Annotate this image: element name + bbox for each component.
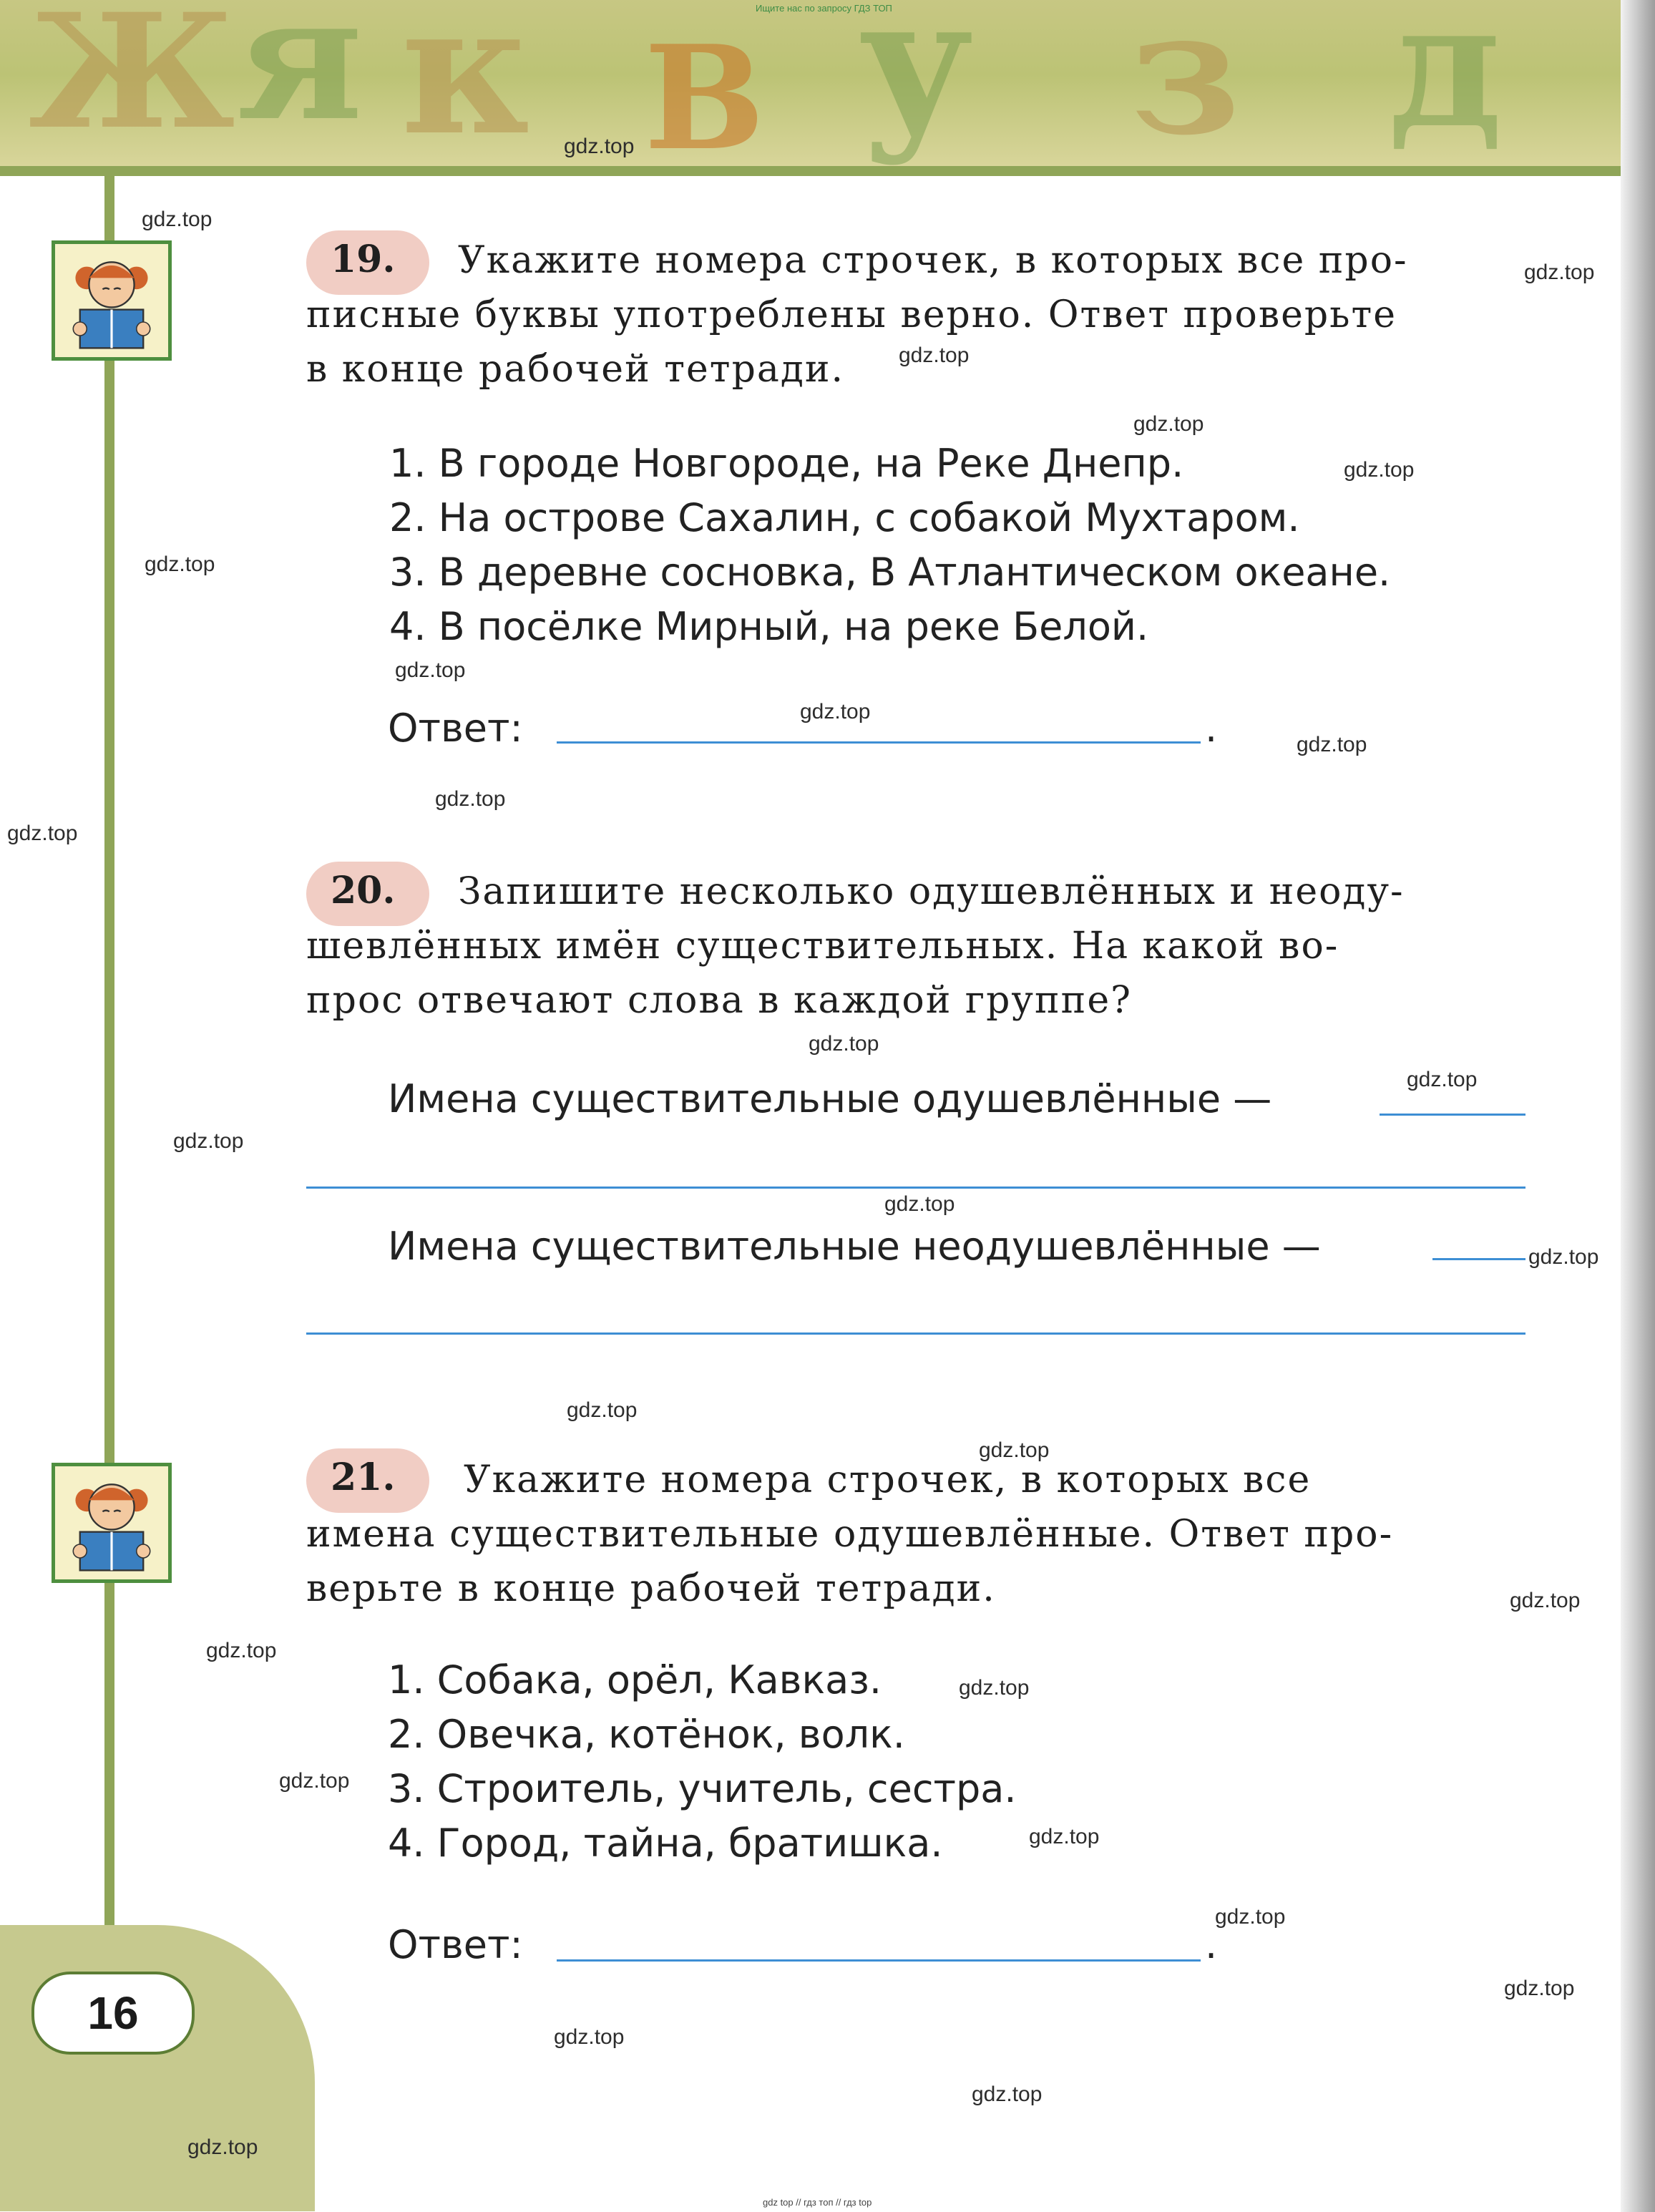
- watermark: gdz.top: [1510, 1589, 1581, 1612]
- task-19-option: 3. В деревне сосновка, В Атлантическом океане.: [389, 550, 1391, 595]
- watermark: gdz.top: [142, 208, 213, 231]
- task-21-option: 2. Овечка, котёнок, волк.: [388, 1712, 905, 1757]
- watermark: gdz.top: [1524, 260, 1595, 284]
- task-20-line: прос отвечают слова в каждой группе?: [306, 979, 1132, 1022]
- watermark: gdz.top: [1215, 1905, 1286, 1929]
- watermark: gdz.top: [145, 552, 215, 576]
- animate-answer-line-1[interactable]: [1380, 1114, 1525, 1116]
- page-gutter-shadow: [1621, 0, 1655, 2212]
- watermark: gdz.top: [972, 2082, 1043, 2106]
- task-19-option: 4. В посёлке Мирный, на реке Белой.: [389, 604, 1149, 649]
- task-19-badge: [306, 230, 429, 295]
- watermark: gdz.top: [1133, 412, 1204, 436]
- watermark: gdz.top: [7, 822, 78, 845]
- watermark: gdz.top: [564, 135, 635, 158]
- task-21-answer-label: Ответ:: [388, 1922, 523, 1967]
- watermark: gdz.top: [959, 1676, 1030, 1700]
- task-19-answer-line[interactable]: [557, 741, 1201, 744]
- task-19-line: Укажите номера строчек, в которых все про-: [458, 239, 1408, 282]
- watermark: gdz.top: [1504, 1977, 1575, 2000]
- watermark: gdz.top: [554, 2025, 625, 2049]
- header-banner: [0, 0, 1624, 166]
- task-21-option: 3. Строитель, учитель, сестра.: [388, 1766, 1017, 1811]
- task-21-line: имена существительные одушевлённые. Ответ про-: [306, 1513, 1394, 1556]
- task-20-badge: [306, 862, 429, 926]
- watermark: gdz.top: [979, 1438, 1050, 1462]
- task-19-option: 2. На острове Сахалин, с собакой Мухтаром.: [389, 495, 1300, 540]
- watermark: gdz.top: [1297, 733, 1367, 756]
- task-19-number: 19.: [331, 238, 396, 281]
- task-21-answer-line[interactable]: [557, 1959, 1201, 1962]
- watermark: gdz.top: [187, 2135, 258, 2159]
- inanimate-nouns-label: Имена существительные неодушевлённые —: [388, 1224, 1321, 1269]
- watermark: gdz.top: [279, 1769, 350, 1793]
- banner-letter: д: [1388, 0, 1503, 166]
- banner-letter: я: [236, 0, 363, 159]
- watermark: gdz.top: [173, 1129, 244, 1153]
- banner-letter: у: [859, 0, 974, 166]
- watermark: gdz.top: [435, 787, 506, 811]
- task-21-line: Укажите номера строчек, в которых все: [464, 1458, 1312, 1501]
- corner-decoration: [0, 1925, 315, 2211]
- watermark: gdz.top: [567, 1398, 638, 1422]
- task-21-option: 4. Город, тайна, братишка.: [388, 1821, 943, 1866]
- task-21-option: 1. Собака, орёл, Кавказ.: [388, 1657, 882, 1702]
- task-21-line: верьте в конце рабочей тетради.: [306, 1567, 996, 1610]
- answer-period: .: [1205, 706, 1218, 751]
- inanimate-answer-line-1[interactable]: [1432, 1258, 1525, 1260]
- banner-letter: В: [644, 14, 766, 166]
- watermark: gdz.top: [395, 658, 466, 682]
- watermark: gdz.top: [884, 1192, 955, 1216]
- watermark: gdz.top: [1528, 1245, 1599, 1269]
- task-20-line: шевлённых имён существительных. На какой во-: [306, 925, 1339, 968]
- reading-girl-icon: [52, 1463, 172, 1583]
- banner-letter: к: [401, 0, 530, 166]
- task-21-badge: [306, 1448, 429, 1513]
- banner-letter: Ж: [29, 0, 235, 164]
- watermark: gdz.top: [809, 1032, 879, 1056]
- answer-period: .: [1205, 1922, 1218, 1967]
- animate-answer-line-2[interactable]: [306, 1187, 1525, 1189]
- bottom-note: gdz top // гдз топ // гдз top: [763, 2197, 872, 2208]
- side-bar: [104, 166, 114, 1998]
- watermark: gdz.top: [206, 1639, 277, 1662]
- task-21-number: 21.: [331, 1456, 396, 1499]
- task-20-line: Запишите несколько одушевлённых и неоду-: [458, 870, 1405, 913]
- task-19-line: в конце рабочей тетради.: [306, 348, 845, 391]
- top-note: Ищите нас по запросу ГДЗ ТОП: [756, 3, 892, 14]
- page-number: 16: [31, 1972, 195, 2055]
- watermark: gdz.top: [899, 344, 970, 367]
- task-19-answer-label: Ответ:: [388, 706, 523, 751]
- watermark: gdz.top: [1029, 1825, 1100, 1848]
- watermark: gdz.top: [1407, 1068, 1478, 1091]
- task-19-line: писные буквы употреблены верно. Ответ проверьте: [306, 293, 1397, 336]
- banner-rule: [0, 166, 1624, 176]
- watermark: gdz.top: [800, 700, 871, 723]
- watermark: gdz.top: [1344, 458, 1415, 482]
- task-19-option: 1. В городе Новгороде, на Реке Днепр.: [389, 441, 1184, 486]
- task-20-number: 20.: [331, 869, 396, 912]
- animate-nouns-label: Имена существительные одушевлённые —: [388, 1076, 1272, 1121]
- reading-girl-icon: [52, 240, 172, 361]
- banner-letter: з: [1131, 0, 1241, 166]
- inanimate-answer-line-2[interactable]: [306, 1332, 1525, 1335]
